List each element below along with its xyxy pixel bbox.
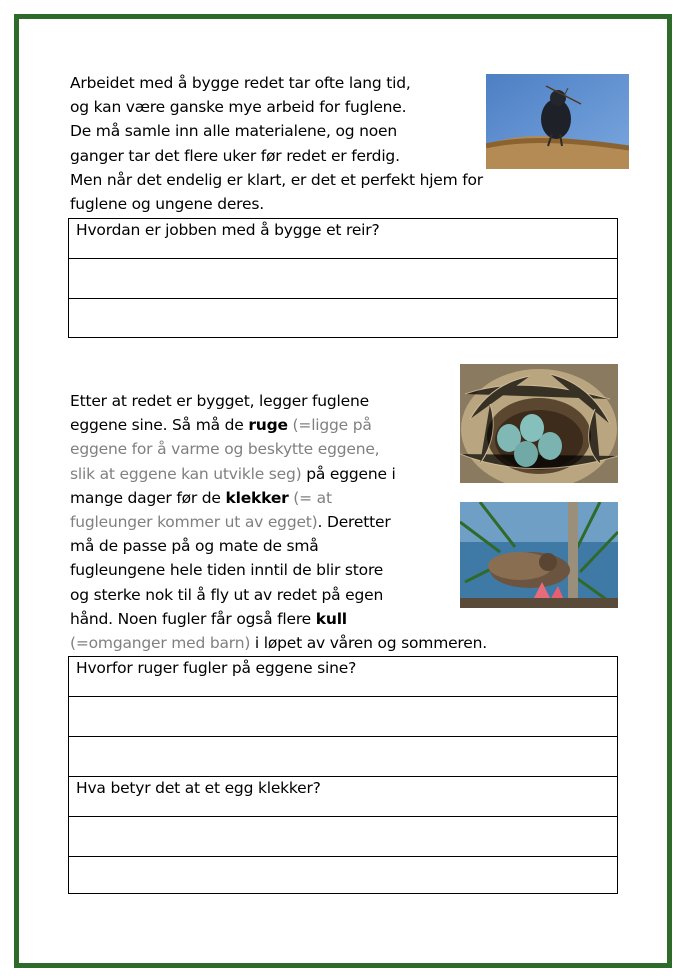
term-kull: kull bbox=[315, 609, 347, 628]
gloss-text: (=ligge på bbox=[287, 416, 372, 435]
text-line: eggene sine. Så må de ruge (=ligge på bbox=[70, 416, 372, 435]
eggs-paragraph bbox=[70, 389, 487, 655]
answer-line[interactable] bbox=[69, 737, 617, 777]
text-line: fugleunger kommer ut av egget). Deretter bbox=[70, 513, 391, 532]
text-line: og sterke nok til å fly ut av redet på egen bbox=[70, 585, 384, 604]
text-line: mange dager før de klekker (= at bbox=[70, 488, 332, 507]
answer-line[interactable] bbox=[69, 857, 617, 897]
text-line: må de passe på og mate de små bbox=[70, 537, 319, 556]
text-line: ganger tar det flere uker før redet er ferdig. bbox=[70, 146, 400, 165]
text-line: fugleungene hele tiden inntil de blir store bbox=[70, 561, 384, 580]
answer-line[interactable] bbox=[69, 259, 617, 299]
gloss-text: (=omganger med barn) bbox=[70, 634, 251, 653]
text-line: og kan være ganske mye arbeid for fuglene. bbox=[70, 98, 407, 117]
gloss-text: (= at bbox=[288, 488, 332, 507]
text-line: De må samle inn alle materialene, og noen bbox=[70, 122, 397, 141]
answer-line[interactable] bbox=[69, 817, 617, 857]
text-line: Arbeidet med å bygge redet tar ofte lang tid, bbox=[70, 74, 411, 92]
bird-feeding-chicks-photo bbox=[460, 502, 618, 608]
bird-with-twig-photo bbox=[486, 74, 629, 169]
term-ruge: ruge bbox=[248, 416, 288, 435]
nest-with-eggs-photo bbox=[460, 364, 618, 483]
answer-line[interactable] bbox=[69, 697, 617, 737]
term-klekker: klekker bbox=[225, 488, 289, 507]
text-line: Men når det endelig er klart, er det et perfekt hjem for bbox=[70, 170, 483, 189]
answer-line[interactable] bbox=[69, 299, 617, 339]
question-row: Hvordan er jobben med å bygge et reir? bbox=[69, 219, 617, 259]
text-line: hånd. Noen fugler får også flere kull bbox=[70, 609, 347, 628]
text-line: fuglene og ungene deres. bbox=[70, 195, 264, 214]
intro-paragraph bbox=[70, 71, 483, 216]
answer-box-1 bbox=[68, 218, 618, 338]
gloss-text: fugleunger kommer ut av egget) bbox=[70, 513, 318, 532]
answer-box-2 bbox=[68, 656, 618, 894]
question-row: Hva betyr det at et egg klekker? bbox=[69, 777, 617, 817]
gloss-text: eggene for å varme og beskytte eggene, bbox=[70, 440, 380, 459]
question-row: Hvorfor ruger fugler på eggene sine? bbox=[69, 657, 617, 697]
text-line: Etter at redet er bygget, legger fuglene bbox=[70, 392, 369, 410]
gloss-text: slik at eggene kan utvikle seg) bbox=[70, 464, 302, 483]
text-line: slik at eggene kan utvikle seg) på eggene i bbox=[70, 464, 396, 483]
text-line: (=omganger med barn) i løpet av våren og sommeren. bbox=[70, 634, 487, 653]
